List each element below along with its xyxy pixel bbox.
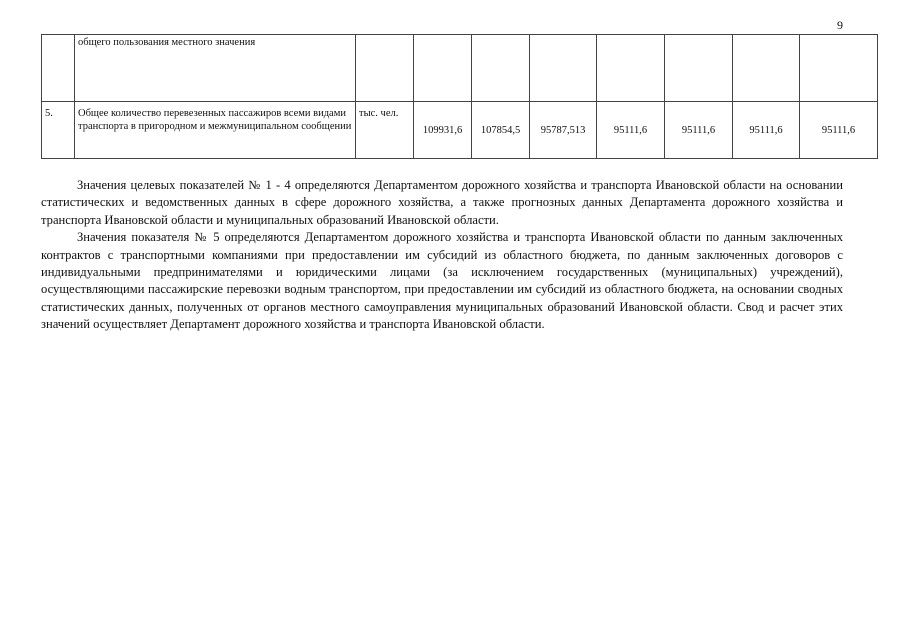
indicator-name-cell: Общее количество перевезенных пассажиров всеми видами транспорта в пригородном и межмуниципальном сообщении <box>75 102 356 159</box>
paragraph: Значения целевых показателей № 1 - 4 определяются Департаментом дорожного хозяйства и транспорта Ивановской области на основании статистических и ведомственных данных в сфере дорожного хозяйства, а также прогнозных данных Департамента дорожного хозяйства и транспорта Ивановской области и муниципальных образований Ивановской области. <box>41 178 843 227</box>
value-cell <box>414 35 472 102</box>
unit-cell <box>356 35 414 102</box>
value-cell <box>733 35 800 102</box>
value-cell <box>472 35 530 102</box>
row-number-cell: 5. <box>42 102 75 159</box>
notes-section <box>41 177 843 334</box>
indicator-name-cell: общего пользования местного значения <box>75 35 356 102</box>
value-cell: 95111,6 <box>733 102 800 159</box>
table-row <box>42 102 878 159</box>
value-cell <box>665 35 733 102</box>
value-cell <box>800 35 878 102</box>
value-cell: 95111,6 <box>800 102 878 159</box>
page-number: 9 <box>837 18 843 32</box>
table-row <box>42 35 878 102</box>
unit-cell: тыс. чел. <box>356 102 414 159</box>
paragraph: Значения показателя № 5 определяются Департаментом дорожного хозяйства и транспорта Ивановской области по данным заключенных контрактов с транспортными компаниями при предоставлении им субсидий из областного бюджета, по данным заключенных договоров с индивидуальными предпринимателями и юридическими лицами (за исключением государственных (муниципальных) учреждений), осуществляющими пассажирские перевозки водным транспортом, при предоставлении им субсидий из областного бюджета, на основании сводных статистических данных, полученных от органов местного самоуправления муниципальных образований Ивановской области. Свод и расчет этих значений осуществляет Департамент дорожного хозяйства и транспорта Ивановской области. <box>41 230 843 332</box>
value-cell: 95787,513 <box>530 102 597 159</box>
row-number-cell <box>42 35 75 102</box>
indicators-table <box>41 34 878 159</box>
value-cell: 109931,6 <box>414 102 472 159</box>
value-cell: 95111,6 <box>665 102 733 159</box>
value-cell <box>530 35 597 102</box>
value-cell <box>597 35 665 102</box>
value-cell: 95111,6 <box>597 102 665 159</box>
value-cell: 107854,5 <box>472 102 530 159</box>
